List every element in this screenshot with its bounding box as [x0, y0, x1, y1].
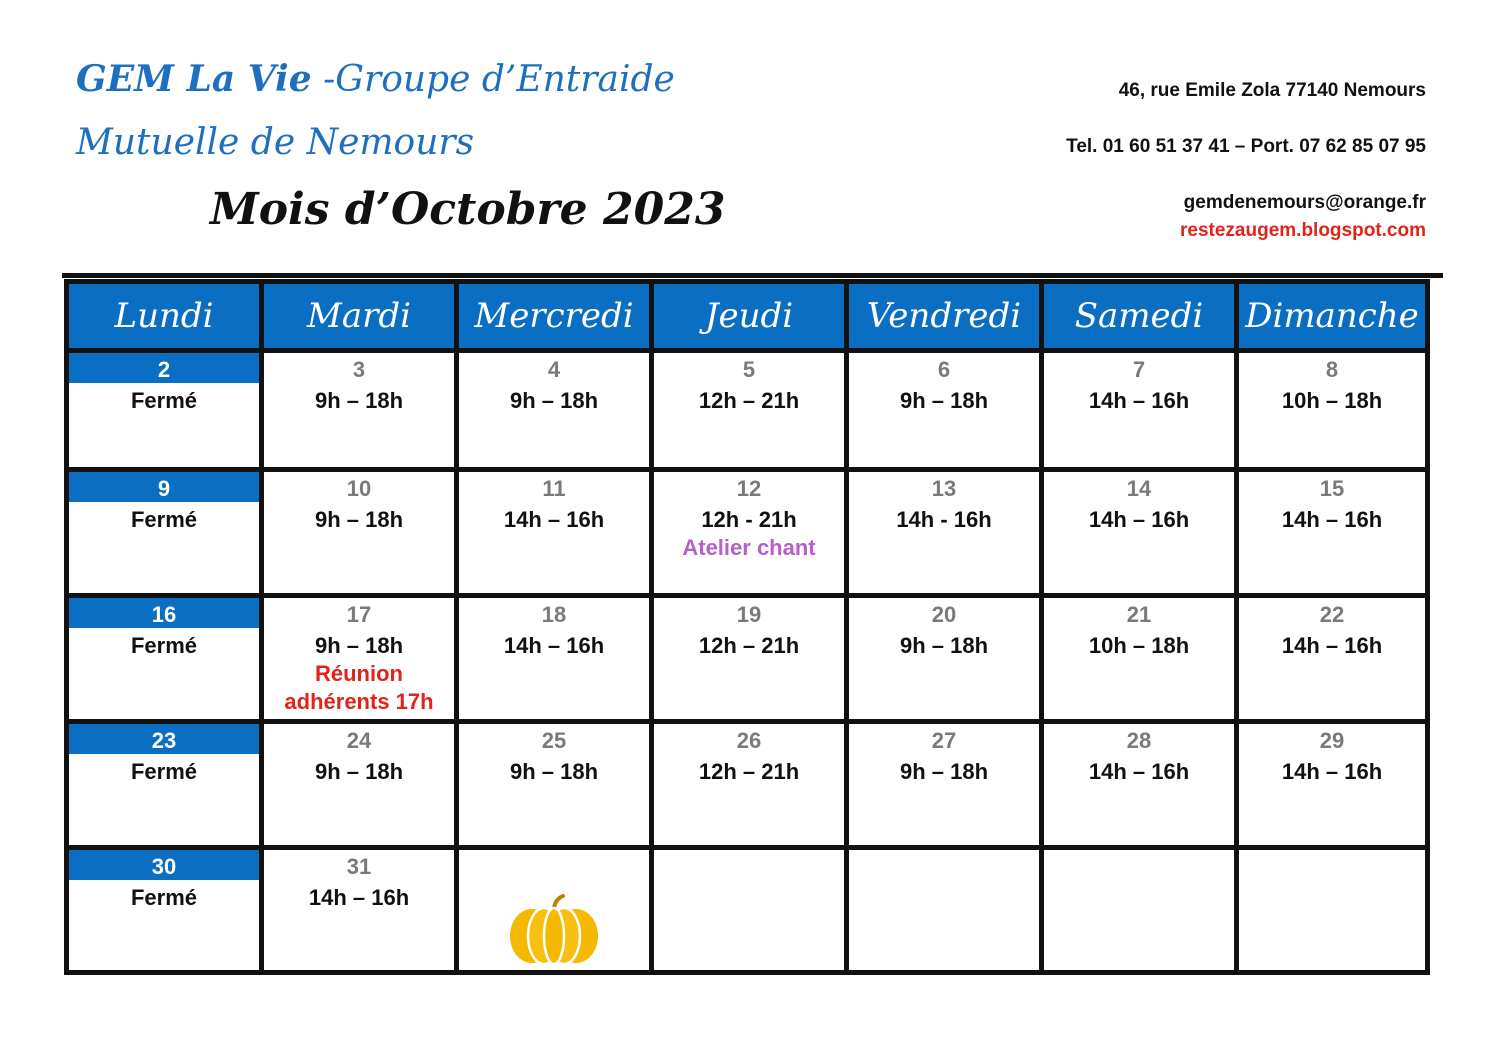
day-number: 18: [541, 602, 567, 627]
day-cell: [262, 351, 457, 470]
day-cell: [457, 596, 652, 722]
day-number: 25: [541, 728, 567, 753]
day-number: 6: [937, 357, 951, 382]
week-row: [67, 351, 1428, 470]
day-number: 16: [69, 598, 259, 628]
opening-hours: 9h – 18h: [899, 388, 989, 413]
opening-hours: 14h – 16h: [1088, 759, 1190, 784]
day-cell: [847, 722, 1042, 848]
day-number: 7: [1132, 357, 1146, 382]
empty-day-cell: [457, 848, 652, 973]
day-cell: [67, 848, 262, 973]
day-cell: [67, 722, 262, 848]
day-number: 21: [1126, 602, 1152, 627]
day-number: 22: [1319, 602, 1345, 627]
opening-hours: 12h - 21h: [701, 507, 797, 532]
day-number: 12: [736, 476, 762, 501]
day-cell: [67, 596, 262, 722]
org-title-line2: Mutuelle de Nemours: [76, 122, 475, 163]
empty-day-cell: [1237, 848, 1428, 973]
opening-hours: 14h – 16h: [1281, 507, 1383, 532]
weekday-header: Mardi: [262, 282, 457, 351]
weekday-header: Vendredi: [847, 282, 1042, 351]
opening-hours: 9h – 18h: [314, 507, 404, 532]
opening-hours: 9h – 18h: [509, 388, 599, 413]
day-cell: [1042, 470, 1237, 596]
day-number: 29: [1319, 728, 1345, 753]
day-cell: [457, 470, 652, 596]
day-number: 11: [542, 476, 566, 501]
weekday-header: Dimanche: [1237, 282, 1428, 351]
weekday-header-row: [67, 282, 1428, 351]
opening-hours: Fermé: [130, 507, 198, 532]
day-number: 10: [346, 476, 372, 501]
day-number: 26: [736, 728, 762, 753]
day-number: 19: [736, 602, 762, 627]
email-link[interactable]: gemdenemours@orange.fr: [1183, 192, 1426, 213]
org-name: GEM La Vie: [76, 58, 312, 100]
day-number: 23: [69, 724, 259, 754]
day-cell: [262, 722, 457, 848]
day-cell: [1042, 351, 1237, 470]
opening-hours: 12h – 21h: [698, 759, 800, 784]
opening-hours: Fermé: [130, 633, 198, 658]
blog-link[interactable]: restezaugem.blogspot.com: [1180, 220, 1426, 241]
day-number: 20: [931, 602, 957, 627]
opening-hours: 9h – 18h: [314, 759, 404, 784]
day-cell: [1237, 470, 1428, 596]
day-cell: [652, 470, 847, 596]
day-cell: [1042, 596, 1237, 722]
day-cell: [652, 596, 847, 722]
week-row: [67, 722, 1428, 848]
weekday-header: Lundi: [67, 282, 262, 351]
day-number: 14: [1126, 476, 1152, 501]
org-subtitle: -Groupe d’Entraide: [311, 59, 675, 100]
phone-text: Tel. 01 60 51 37 41 – Port. 07 62 85 07 95: [1066, 136, 1426, 157]
day-number: 3: [352, 357, 366, 382]
calendar-grid: [64, 279, 1430, 975]
opening-hours: 9h – 18h: [899, 759, 989, 784]
day-cell: [457, 722, 652, 848]
weekday-header: Mercredi: [457, 282, 652, 351]
day-cell: [1237, 722, 1428, 848]
day-number: 8: [1325, 357, 1339, 382]
opening-hours: Fermé: [130, 759, 198, 784]
opening-hours: 9h – 18h: [899, 633, 989, 658]
weekday-header: Jeudi: [652, 282, 847, 351]
day-cell: [1237, 351, 1428, 470]
week-row: [67, 848, 1428, 973]
empty-day-cell: [1042, 848, 1237, 973]
pumpkin-icon: [508, 894, 600, 966]
day-cell: [847, 351, 1042, 470]
day-number: 31: [346, 854, 372, 879]
weekday-header: Samedi: [1042, 282, 1237, 351]
opening-hours: 14h – 16h: [1281, 759, 1383, 784]
day-number: 5: [742, 357, 756, 382]
event-note: adhérents 17h: [284, 689, 434, 714]
day-cell: [1237, 596, 1428, 722]
divider: [62, 273, 1443, 278]
address-text: 46, rue Emile Zola 77140 Nemours: [1118, 80, 1426, 101]
day-number: 28: [1126, 728, 1152, 753]
day-cell: [262, 848, 457, 973]
opening-hours: 14h – 16h: [1088, 507, 1190, 532]
opening-hours: 9h – 18h: [314, 388, 404, 413]
day-cell: [67, 470, 262, 596]
opening-hours: 14h – 16h: [503, 507, 605, 532]
day-cell: [1042, 722, 1237, 848]
day-cell: [262, 596, 457, 722]
day-number: 4: [547, 357, 561, 382]
week-row: [67, 470, 1428, 596]
day-number: 27: [931, 728, 957, 753]
day-number: 17: [346, 602, 372, 627]
week-row: [67, 596, 1428, 722]
opening-hours: 12h – 21h: [698, 388, 800, 413]
day-number: 15: [1319, 476, 1345, 501]
day-cell: [67, 351, 262, 470]
opening-hours: 14h – 16h: [503, 633, 605, 658]
opening-hours: 10h – 18h: [1088, 633, 1190, 658]
opening-hours: 14h - 16h: [896, 507, 992, 532]
day-number: 9: [69, 472, 259, 502]
opening-hours: 9h – 18h: [509, 759, 599, 784]
day-number: 24: [346, 728, 372, 753]
day-cell: [262, 470, 457, 596]
day-cell: [652, 722, 847, 848]
opening-hours: 14h – 16h: [308, 885, 410, 910]
day-number: 2: [69, 353, 259, 383]
opening-hours: 12h – 21h: [698, 633, 800, 658]
day-cell: [457, 351, 652, 470]
day-cell: [652, 351, 847, 470]
day-cell: [847, 596, 1042, 722]
event-note: Réunion: [315, 661, 403, 686]
opening-hours: 14h – 16h: [1088, 388, 1190, 413]
day-cell: [847, 470, 1042, 596]
empty-day-cell: [652, 848, 847, 973]
day-number: 13: [931, 476, 957, 501]
org-title: [76, 58, 675, 100]
day-number: 30: [69, 850, 259, 880]
opening-hours: Fermé: [130, 388, 198, 413]
opening-hours: 9h – 18h: [314, 633, 404, 658]
opening-hours: 10h – 18h: [1281, 388, 1383, 413]
empty-day-cell: [847, 848, 1042, 973]
opening-hours: 14h – 16h: [1281, 633, 1383, 658]
opening-hours: Fermé: [130, 885, 198, 910]
event-note: Atelier chant: [682, 535, 816, 560]
page-title: Mois d’Octobre 2023: [210, 184, 726, 235]
